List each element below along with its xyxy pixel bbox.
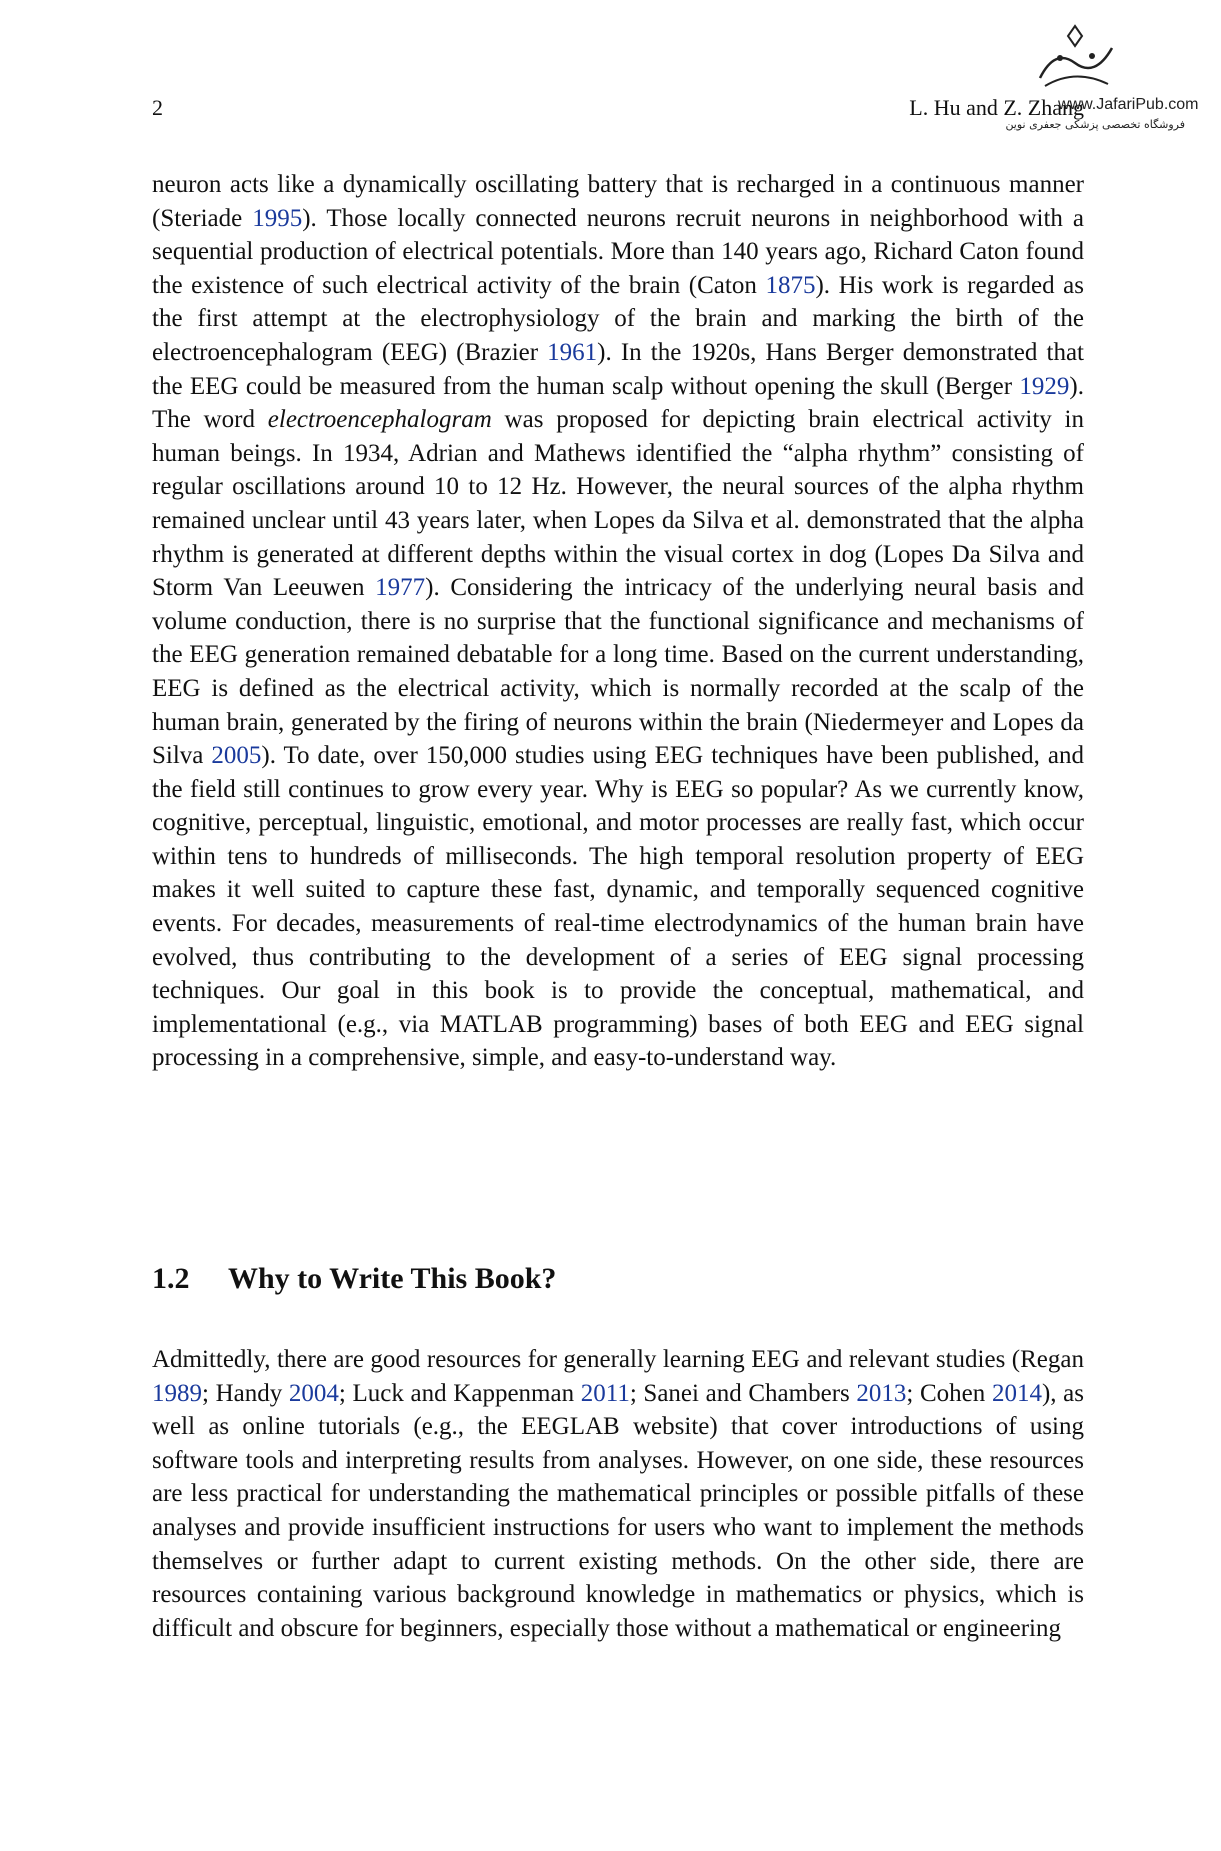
page-number: 2 (152, 95, 163, 120)
paragraph-intro (152, 168, 1084, 1075)
text-run: ). In the 1920s, Hans Berger demonstrated that the EEG could be measured from the human scalp without opening the skull (Berger (152, 338, 1084, 400)
citation-year-link[interactable]: 1875 (765, 271, 816, 299)
paragraph-why-book (152, 1343, 1084, 1645)
citation-year-link[interactable]: 1989 (152, 1379, 202, 1407)
citation-year-link[interactable]: 2004 (288, 1379, 339, 1407)
citation-year-link[interactable]: 2014 (991, 1379, 1042, 1407)
citation-year-link[interactable]: 2013 (856, 1379, 907, 1407)
citation-year-link[interactable]: 1961 (547, 338, 598, 366)
section-title: Why to Write This Book? (228, 1262, 557, 1295)
text-run: ; Sanei and Chambers (629, 1379, 857, 1407)
publisher-logo-icon (1030, 18, 1120, 98)
publisher-watermark (1005, 18, 1210, 148)
text-run: ). His work is regarded as the first attempt at the electrophysiology of the brain and marking the birth of the electroencephalogram (EEG) (Brazier (152, 271, 1085, 366)
text-run: ). Considering the intricacy of the underlying neural basis and volume conduction, there is no surprise that the functional significance and mechanisms of the EEG generation remained debatable for a long time. Based on the current understanding, EEG is defined as the electrical activity, which is normally recorded at the scalp of the human brain, generated by the firing of neurons within the brain (Niedermeyer and Lopes da Silva (152, 574, 1084, 770)
text-run: ; Handy (202, 1379, 289, 1407)
section-number: 1.2 (152, 1262, 190, 1295)
citation-year-link[interactable]: 1929 (1019, 372, 1070, 400)
citation-year-link[interactable]: 2005 (211, 742, 262, 770)
text-run: Admittedly, there are good resources for generally learning EEG and relevant studies (Regan (152, 1346, 1084, 1373)
text-run: ), as well as online tutorials (e.g., the EEGLAB website) that cover introductions of using software tools and interpreting results from analyses. However, on one side, these resources are less practical for understanding the mathematical principles or possible pitfalls of these analyses and provide insufficient instructions for users who want to implement the methods themselves or further adapt to current existing methods. On the other side, there are resources containing various background knowledge in mathematics or physics, which is difficult and obscure for beginners, especially those without a mathematical or engineering (152, 1379, 1084, 1642)
citation-year-link[interactable]: 2011 (580, 1379, 630, 1407)
running-head (152, 95, 1084, 125)
running-head-authors: L. Hu and Z. Zhang (909, 95, 1084, 120)
text-run: ). The word (152, 372, 1084, 434)
italic-term: electroencephalogram (267, 406, 492, 434)
publisher-tagline: فروشگاه تخصصی پزشکی جعفری نوین (1005, 118, 1185, 131)
citation-year-link[interactable]: 1977 (375, 574, 426, 602)
publisher-url: www.JafariPub.com (1058, 96, 1199, 113)
text-run: ). To date, over 150,000 studies using EEG techniques have been published, and the field still continues to grow every year. Why is EEG so popular? As we currently know, cognitive, perceptual, linguistic, emotional, and motor processes are really fast, which occur within tens to hundreds of milliseconds. The high temporal resolution property of EEG makes it well suited to capture these fast, dynamic, and temporally sequenced cognitive events. For decades, measurements of real-time electrodynamics of the human brain have evolved, thus contributing to the development of a series of EEG signal processing techniques. Our goal in this book is to provide the conceptual, mathematical, and implementational (e.g., via MATLAB programming) bases of both EEG and EEG signal processing in a comprehensive, simple, and easy-to-understand way. (152, 742, 1084, 1072)
citation-year-link[interactable]: 1995 (252, 204, 303, 232)
text-run: was proposed for depicting brain electrical activity in human beings. In 1934, Adrian and Mathews identified the “alpha rhythm” consisting of regular oscillations around 10 to 12 Hz. However, the neural sources of the alpha rhythm remained unclear until 43 years later, when Lopes da Silva et al. demonstrated that the alpha rhythm is generated at different depths within the visual cortex in dog (Lopes Da Silva and Storm Van Leeuwen (152, 406, 1084, 602)
text-run: neuron acts like a dynamically oscillating battery that is recharged in a continuous manner (Steriade (152, 171, 1084, 232)
text-run: ; Cohen (906, 1379, 992, 1407)
text-run: ). Those locally connected neurons recruit neurons in neighborhood with a sequential production of electrical potentials. More than 140 years ago, Richard Caton found the existence of such electrical activity of the brain (Caton (152, 204, 1084, 299)
text-run: ; Luck and Kappenman (338, 1379, 581, 1407)
section-heading (152, 1262, 556, 1296)
